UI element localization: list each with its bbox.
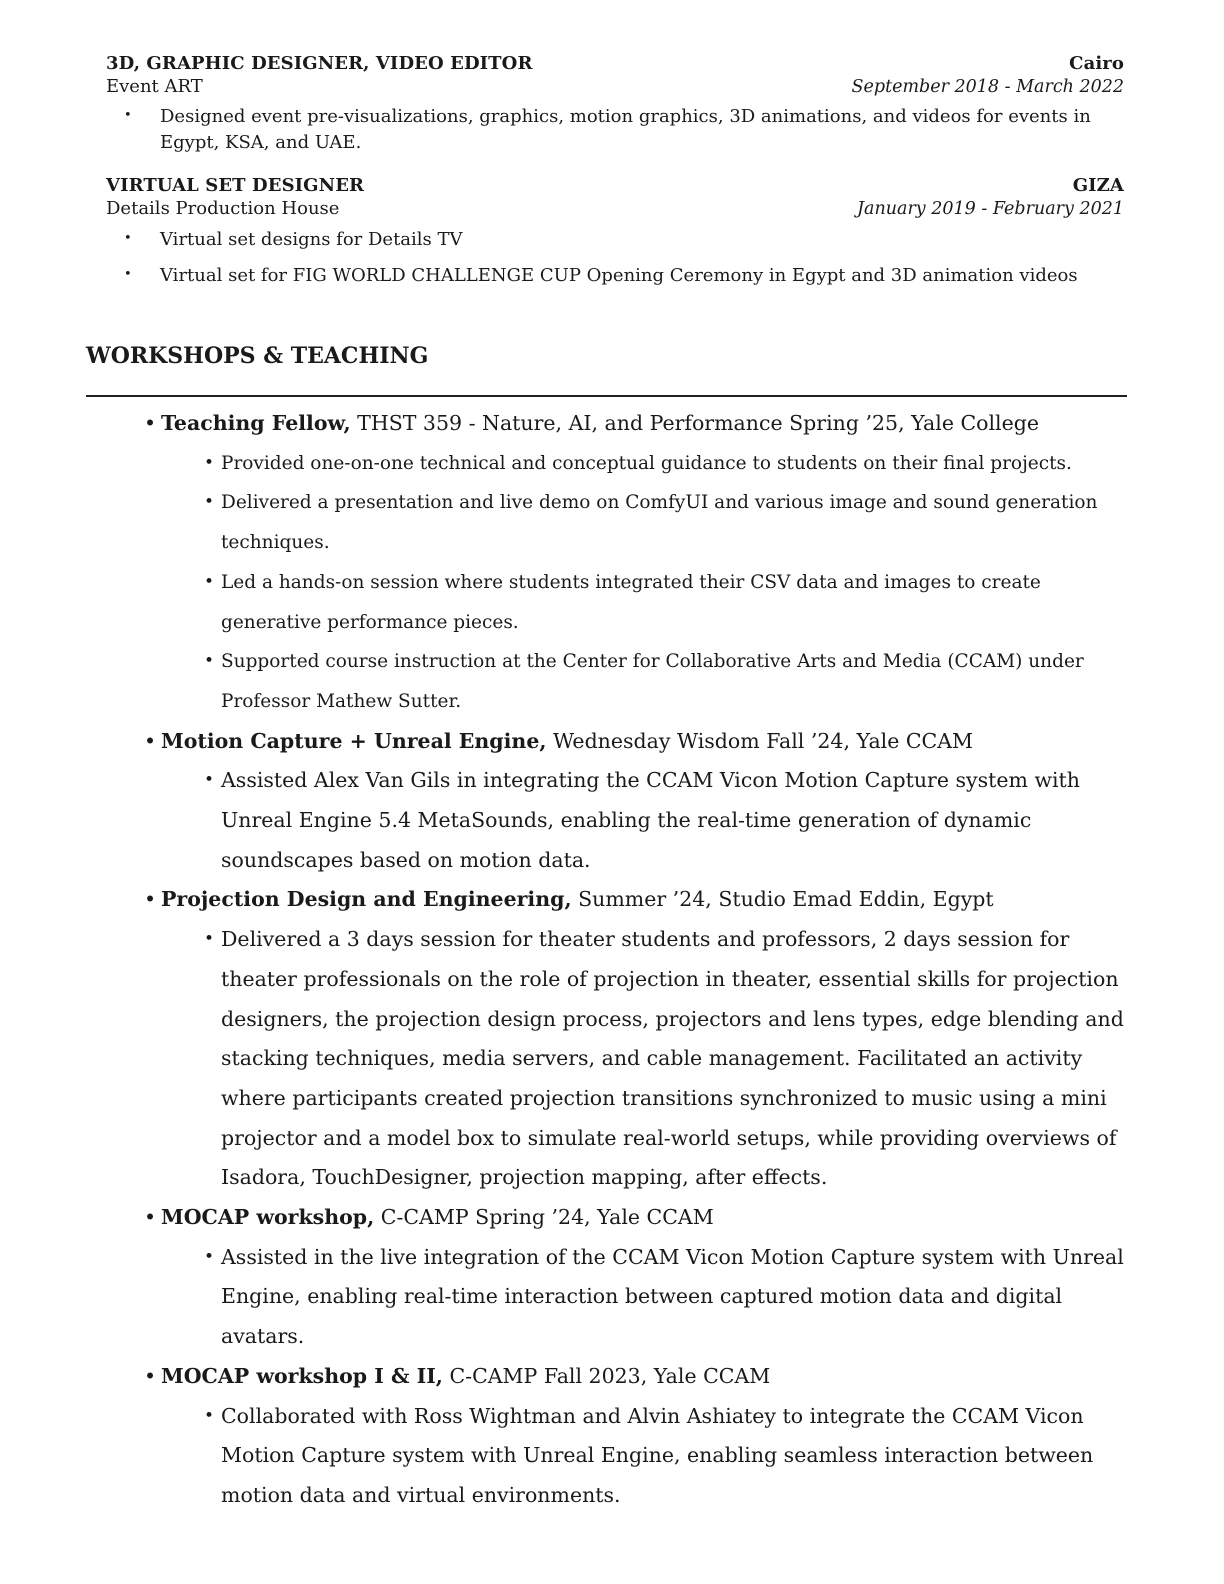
job-location: Cairo [1069,53,1124,74]
job-title: 3D, GRAPHIC DESIGNER, VIDEO EDITOR [106,53,533,74]
workshop-points [161,920,1127,1198]
workshop-name: MOCAP workshop, [161,1205,375,1230]
workshop-point: • Provided one-on-one technical and conceptual guidance to students on their final projects. [204,444,1127,484]
workshop-item [144,1357,1127,1516]
job-bullets [106,227,1124,289]
workshop-point: • Assisted in the live integration of the CCAM Vicon Motion Capture system with Unreal Engine, enabling real-time interaction between captured motion data and digital avatars. [204,1238,1127,1357]
job-entry [106,175,1124,289]
section-title: WORKSHOPS & TEACHING [86,343,429,369]
job-bullet: • Virtual set for FIG WORLD CHALLENGE CUP Opening Ceremony in Egypt and 3D animation videos [106,263,1124,289]
workshop-points [161,761,1127,880]
workshop-name: Projection Design and Engineering, [161,887,572,912]
job-company: Details Production House [106,198,340,219]
workshop-points [161,1397,1127,1516]
workshop-point: • Delivered a 3 days session for theater students and professors, 2 days session for theater professionals on the role of projection in theater, essential skills for projection designers, the projection design process, projectors and lens types, edge blending and stacking techniques, media servers, and cable management. Facilitated an activity where participants created projection transitions synchronized to music using a mini projector and a model box to simulate real-world setups, while providing overviews of Isadora, TouchDesigner, projection mapping, after effects. [204,920,1127,1198]
job-title: VIRTUAL SET DESIGNER [106,175,365,196]
job-bullets [106,104,1124,156]
workshop-name: Teaching Fellow, [161,411,351,435]
workshop-detail: Wednesday Wisdom Fall ’24, Yale CCAM [546,728,974,753]
workshop-item [144,722,1127,881]
job-subheader [106,76,1124,97]
job-header [106,53,1124,74]
job-dates: September 2018 - March 2022 [851,77,1124,97]
workshop-item [144,404,1127,722]
workshop-name: Motion Capture + Unreal Engine, [161,728,547,753]
job-entry [106,53,1124,156]
job-bullet: • Virtual set designs for Details TV [106,227,1124,253]
workshop-points [161,444,1127,722]
section-divider [86,395,1127,397]
workshop-point: • Delivered a presentation and live demo on ComfyUI and various image and sound generation techniques. [204,483,1127,562]
workshop-point: • Supported course instruction at the Center for Collaborative Arts and Media (CCAM) under Professor Mathew Sutter. [204,642,1127,721]
workshop-detail: THST 359 - Nature, AI, and Performance Spring ’25, Yale College [350,411,1039,435]
workshop-detail: C-CAMP Spring ’24, Yale CCAM [374,1205,714,1230]
workshop-point: • Collaborated with Ross Wightman and Alvin Ashiatey to integrate the CCAM Vicon Motion Capture system with Unreal Engine, enabling seamless interaction between motion data and virtual environments. [204,1397,1127,1516]
job-subheader [106,198,1124,219]
job-header [106,175,1124,196]
job-location: GIZA [1072,175,1124,196]
job-dates: January 2019 - February 2021 [857,199,1124,219]
workshop-point: • Assisted Alex Van Gils in integrating the CCAM Vicon Motion Capture system with Unreal Engine 5.4 MetaSounds, enabling the real-time generation of dynamic soundscapes based on motion data. [204,761,1127,880]
workshop-item [144,1198,1127,1357]
workshop-point: • Led a hands-on session where students integrated their CSV data and images to create generative performance pieces. [204,563,1127,642]
workshop-item [144,880,1127,1198]
workshop-detail: C-CAMP Fall 2023, Yale CCAM [442,1363,771,1388]
workshop-points [161,1238,1127,1357]
workshop-name: MOCAP workshop I & II, [161,1363,443,1388]
job-bullet: • Designed event pre-visualizations, graphics, motion graphics, 3D animations, and videos for events in Egypt, KSA, and UAE. [106,104,1124,156]
workshops-list [144,404,1127,1516]
workshop-detail: Summer ’24, Studio Emad Eddin, Egypt [571,887,994,912]
job-company: Event ART [106,76,203,97]
